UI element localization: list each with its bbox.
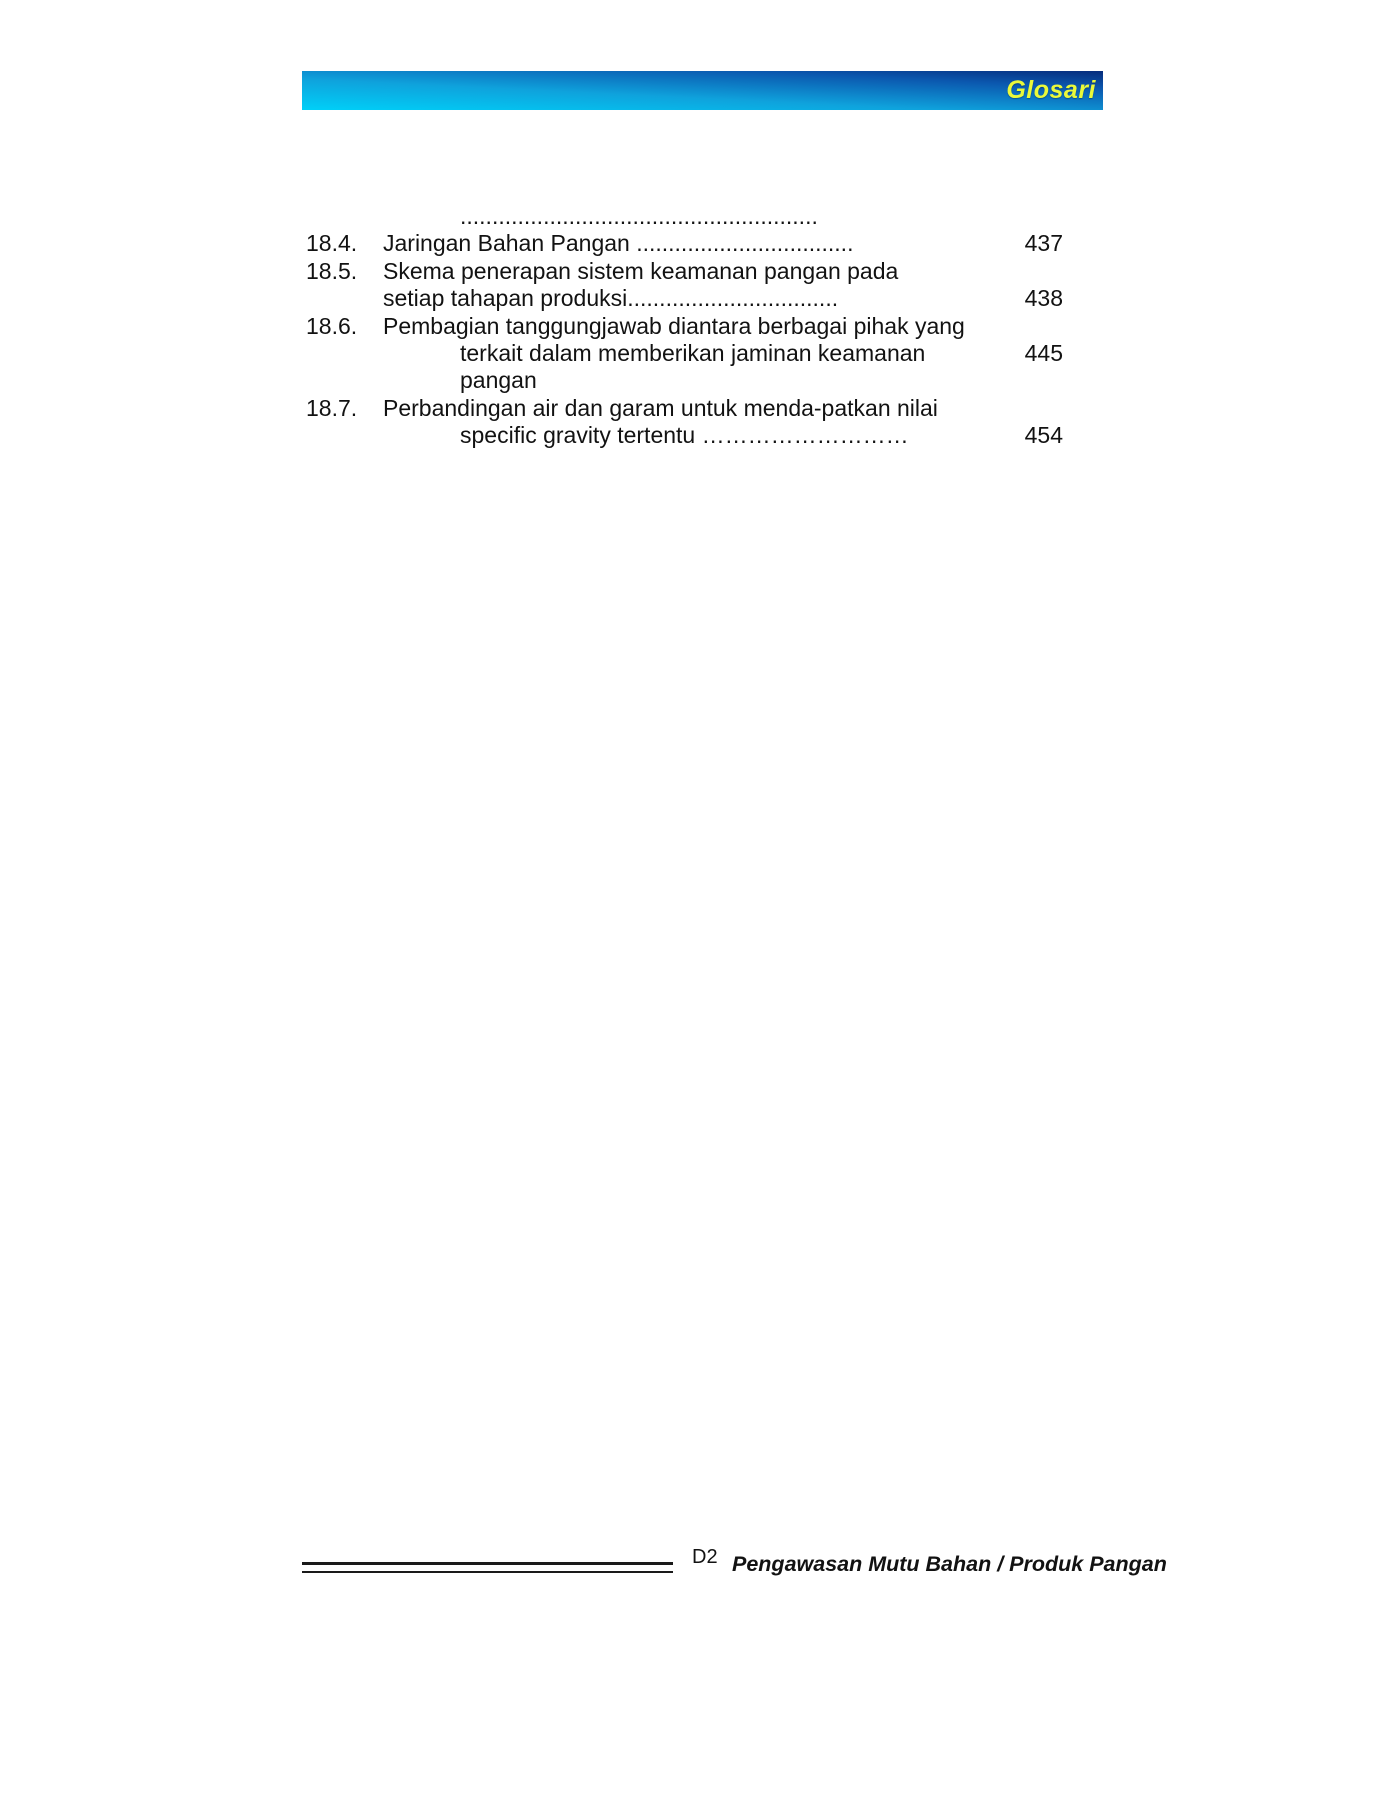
entry-number xyxy=(306,285,383,312)
entry-text: specific gravity tertentu ……………………… xyxy=(460,422,909,449)
toc-row xyxy=(306,258,1063,285)
entry-text: Skema penerapan sistem keamanan pangan pada xyxy=(383,257,899,284)
entry-text: terkait dalam memberikan jaminan keamanan xyxy=(460,340,926,367)
toc-row xyxy=(306,367,1063,394)
entry-page xyxy=(993,367,1063,394)
header-gradient-bar xyxy=(302,71,1103,110)
entry-number xyxy=(306,340,383,367)
footer-double-rule xyxy=(302,1562,673,1573)
toc-row xyxy=(306,395,1063,422)
entry-text: Jaringan Bahan Pangan .................................. xyxy=(383,230,854,257)
footer-book-title: Pengawasan Mutu Bahan / Produk Pangan xyxy=(732,1552,1167,1576)
toc-row xyxy=(306,313,1063,340)
entry-page xyxy=(993,313,1063,340)
entry-page xyxy=(993,258,1063,285)
entry-text: setiap tahapan produksi................................. xyxy=(383,285,839,312)
header-title: Glosari xyxy=(1006,76,1096,104)
entry-page: 454 xyxy=(1024,422,1063,449)
entry-number xyxy=(306,203,383,230)
entry-page: 445 xyxy=(1024,340,1063,367)
toc-row xyxy=(306,340,1063,367)
footer-page-label: D2 xyxy=(692,1546,718,1568)
entry-text: pangan xyxy=(460,367,537,394)
entry-number xyxy=(306,367,383,394)
entry-text: Pembagian tanggungjawab diantara berbagai pihak yang xyxy=(383,312,965,339)
entry-number: 18.4. xyxy=(306,230,358,257)
entry-page: 437 xyxy=(1024,230,1063,257)
toc-row xyxy=(306,203,1063,230)
entry-number xyxy=(306,422,383,449)
entry-text: ........................................................ xyxy=(460,203,818,229)
toc-row xyxy=(306,230,1063,257)
entry-text: Perbandingan air dan garam untuk menda-patkan nilai xyxy=(383,394,938,421)
figure-list xyxy=(306,203,1063,450)
entry-page xyxy=(993,395,1063,422)
toc-row xyxy=(306,422,1063,449)
entry-number: 18.6. xyxy=(306,312,358,339)
entry-number: 18.5. xyxy=(306,257,358,284)
entry-page xyxy=(993,203,1063,230)
entry-page: 438 xyxy=(1024,285,1063,312)
entry-number: 18.7. xyxy=(306,394,358,421)
toc-row xyxy=(306,285,1063,312)
